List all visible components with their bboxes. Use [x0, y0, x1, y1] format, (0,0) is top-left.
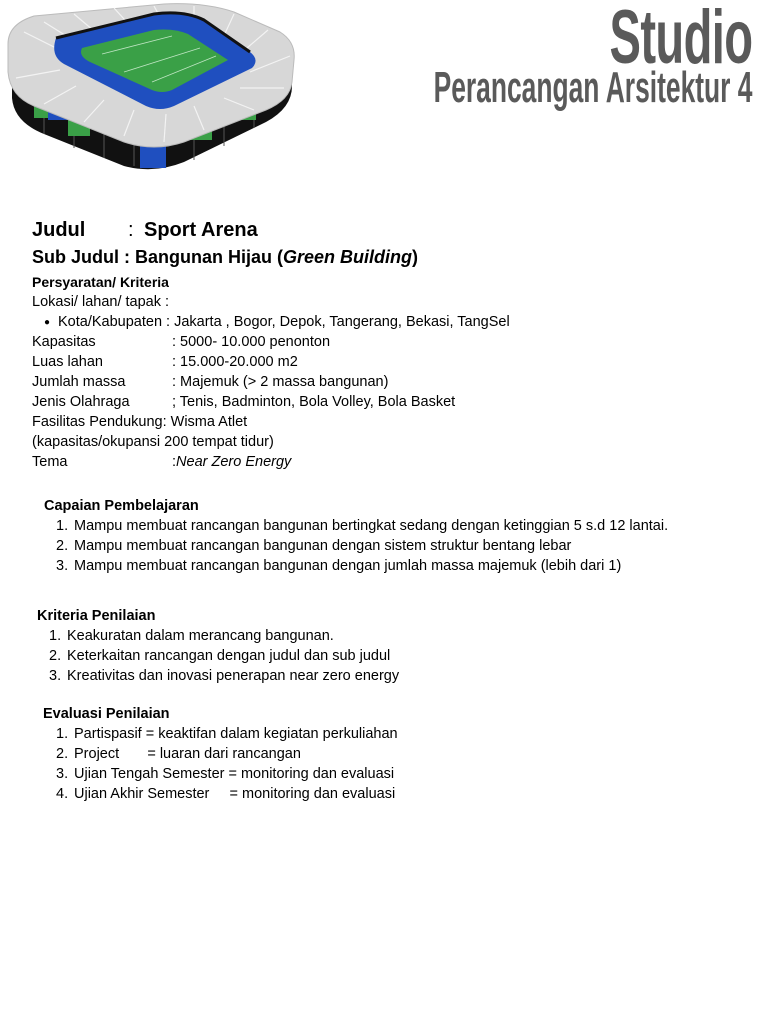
- list-item: 2. Project = luaran dari rancangan: [56, 746, 301, 762]
- evaluation-section: [43, 704, 763, 804]
- list-item: 1. Mampu membuat rancangan bangunan bertingkat sedang dengan ketinggian 5 s.d 12 lantai.: [56, 518, 669, 534]
- requirement-row: [32, 392, 752, 412]
- site-bullet: [32, 312, 752, 332]
- subtitle-italic: Green Building: [283, 247, 413, 267]
- list-item: 3. Mampu membuat rancangan bangunan dengan jumlah massa majemuk (lebih dari 1): [56, 558, 622, 574]
- list-item: 3. Kreativitas dan inovasi penerapan near zero energy: [49, 668, 400, 684]
- facility-note: (kapasitas/okupansi 200 tempat tidur): [32, 434, 274, 450]
- requirement-row: [32, 352, 752, 372]
- site-label: Lokasi/ lahan/ tapak :: [32, 294, 170, 310]
- title-row: [32, 216, 752, 244]
- document-body: [32, 216, 752, 472]
- criteria-heading: Kriteria Penilaian: [37, 608, 156, 624]
- requirement-key: Jumlah massa: [32, 374, 126, 390]
- requirement-row: [32, 332, 752, 352]
- requirements-heading: Persyaratan/ Kriteria: [32, 274, 169, 290]
- requirement-value: : 15.000-20.000 m2: [172, 354, 298, 370]
- list-item: 1. Partispasif = keaktifan dalam kegiatan perkuliahan: [56, 726, 398, 742]
- bullet-icon: ●: [44, 317, 51, 328]
- learning-heading: Capaian Pembelajaran: [44, 498, 199, 514]
- list-item: 1. Keakuratan dalam merancang bangunan.: [49, 628, 334, 644]
- criteria-section: [37, 606, 757, 686]
- subtitle-suffix: ): [412, 247, 419, 267]
- brand-title: Studio: [609, 0, 752, 80]
- subtitle-prefix: Sub Judul : Bangunan Hijau (: [32, 247, 283, 267]
- subtitle-row: [32, 244, 752, 270]
- learning-section: [44, 496, 764, 576]
- theme-value: Near Zero Energy: [176, 454, 292, 470]
- evaluation-heading: Evaluasi Penilaian: [43, 706, 170, 722]
- list-item: 2. Keterkaitan rancangan dengan judul dan sub judul: [49, 648, 391, 664]
- requirement-value: : 5000- 10.000 penonton: [172, 334, 331, 350]
- criteria-list: [37, 626, 757, 686]
- stadium-illustration: [4, 2, 300, 172]
- theme-colon: :: [172, 454, 177, 470]
- requirement-row: [32, 372, 752, 392]
- title-colon: :: [128, 219, 134, 241]
- requirement-key: Kapasitas: [32, 334, 96, 350]
- requirement-key: Luas lahan: [32, 354, 103, 370]
- facility-line: Fasilitas Pendukung: Wisma Atlet: [32, 414, 248, 430]
- title-value: Sport Arena: [144, 219, 258, 241]
- site-bullet-text: Kota/Kabupaten : Jakarta , Bogor, Depok, Tangerang, Bekasi, TangSel: [58, 314, 510, 330]
- theme-key: Tema: [32, 454, 68, 470]
- learning-list: [44, 516, 764, 576]
- requirement-value: : Majemuk (> 2 massa bangunan): [172, 374, 389, 390]
- list-item: 3. Ujian Tengah Semester = monitoring dan evaluasi: [56, 766, 395, 782]
- list-item: 4. Ujian Akhir Semester = monitoring dan evaluasi: [56, 786, 396, 802]
- list-item: 2. Mampu membuat rancangan bangunan dengan sistem struktur bentang lebar: [56, 538, 572, 554]
- theme-row: [32, 452, 752, 472]
- requirement-value: ; Tenis, Badminton, Bola Volley, Bola Basket: [172, 394, 456, 410]
- evaluation-list: [43, 724, 763, 804]
- brand-subtitle: Perancangan Arsitektur 4: [433, 63, 752, 112]
- requirement-key: Jenis Olahraga: [32, 394, 130, 410]
- title-label: Judul: [32, 219, 86, 241]
